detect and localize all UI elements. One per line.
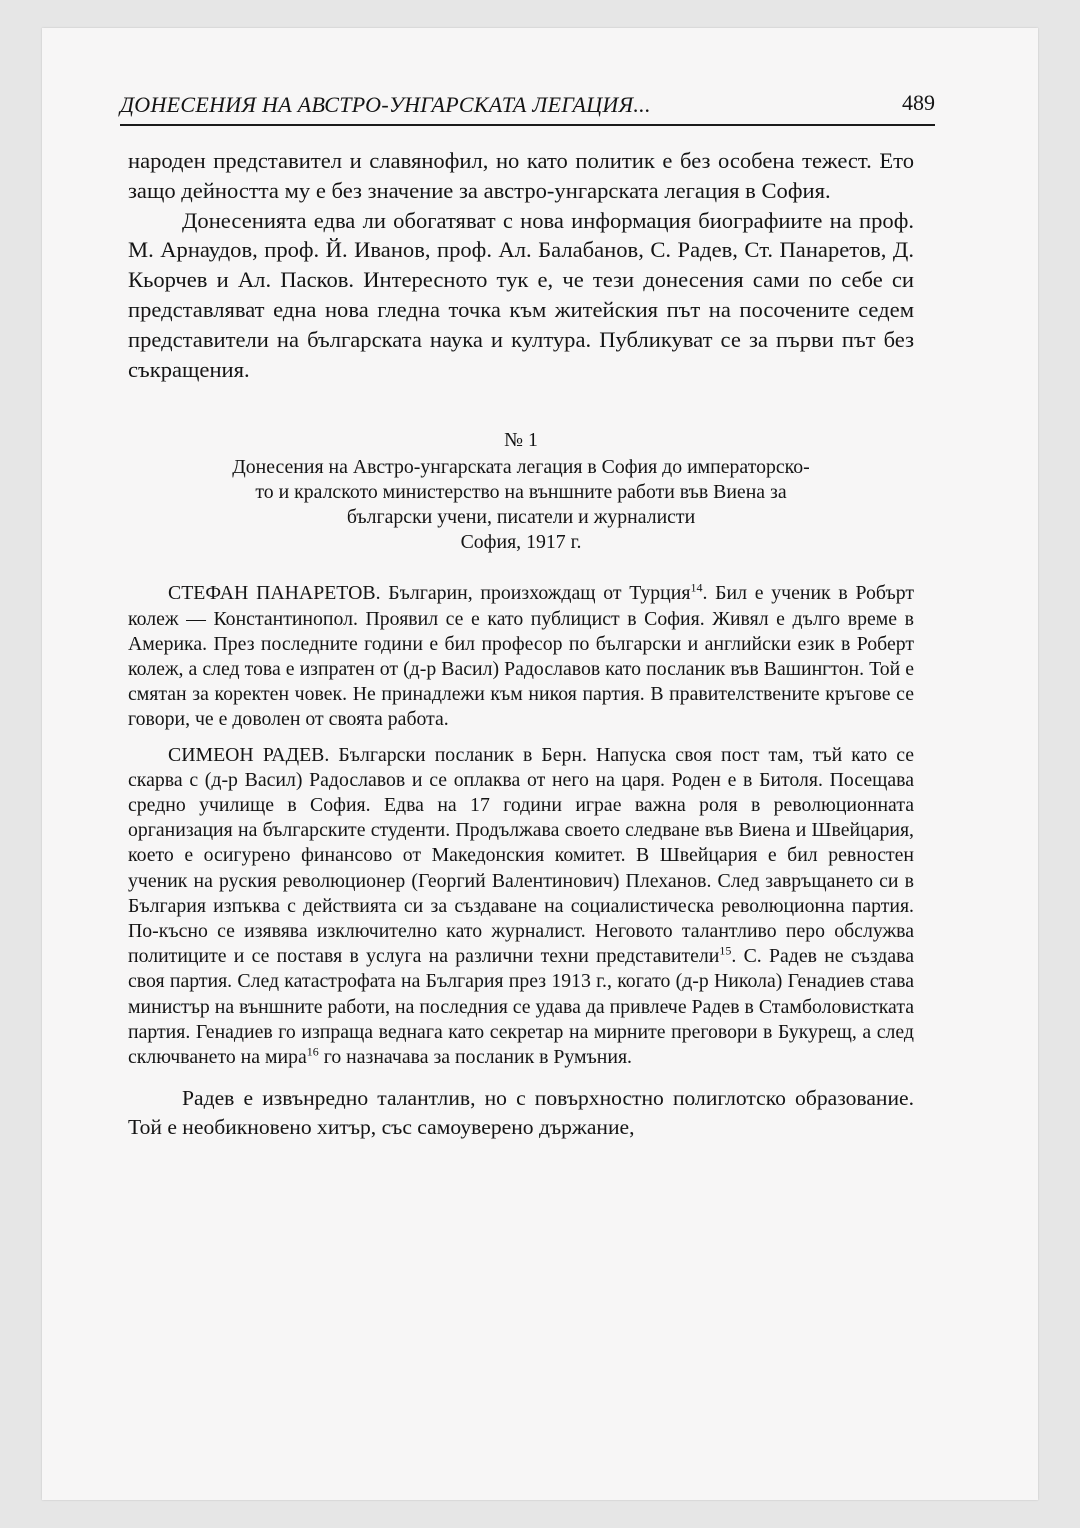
document-title-line-2: то и кралското министерство на външните работи във Виена за: [255, 481, 787, 504]
intro-section: [128, 146, 914, 384]
entry-radev-text-c: го назначава за посланик в Румъния.: [318, 1046, 633, 1069]
document-heading: [128, 428, 914, 555]
footnote-ref-14: 14: [690, 580, 703, 595]
intro-paragraph-1: народен представител и славянофил, но като политик е без особена тежест. Ето защо дейността му е без значение за австро-унгарската легация в София.: [128, 148, 914, 203]
entry-radev-text-b: . С. Радев не създава своя партия. След катастрофата на България през 1913 г., когато (д-р Никола) Генадиев става министър на външните работи, на последния се удава да привлече Радев в Стамболовистката партия. Генадиев го изпраща веднага като секретар на мирните преговори в Букурещ, а след сключването на мира: [128, 945, 915, 1069]
entry-panaretov: [128, 581, 914, 732]
running-header: [120, 84, 935, 126]
document-title-line-1: Донесения на Австро-унгарската легация в София до императорско-: [232, 456, 810, 479]
entry-radev: [128, 743, 914, 1071]
entry-panaretov-text-a: СТЕФАН ПАНАРЕТОВ. Българин, произхождащ от Турция: [168, 582, 691, 605]
page-content: [128, 146, 914, 1142]
document-place-date: София, 1917 г.: [460, 531, 582, 554]
intro-paragraph-2: Донесенията едва ли обогатяват с нова информация биографиите на проф. М. Арнаудов, проф. Й. Иванов, проф. Ал. Балабанов, С. Радев, Ст. Панаретов, Д. Кьорчев и Ал. Пасков. Интересното тук е, че тези донесения сами по себе си представляват една нова гледна точка към житейския път на посочените седем представители на българската наука и култура. Публикуват се за първи път без съкращения.: [128, 207, 914, 382]
page-number: 489: [902, 90, 935, 115]
document-body: [128, 581, 914, 1070]
document-number: № 1: [504, 429, 538, 452]
running-title: ДОНЕСЕНИЯ НА АВСТРО-УНГАРСКАТА ЛЕГАЦИЯ...: [120, 92, 651, 117]
closing-section: [128, 1084, 914, 1142]
closing-paragraph: Радев е извънредно талантлив, но с повърхностно полиглотско образование. Той е необикновено хитър, със самоуверено държание,: [128, 1086, 914, 1140]
entry-radev-text-a: СИМЕОН РАДЕВ. Български посланик в Берн. Напуска своя пост там, тъй като се скарва с (д-р Васил) Радославов и се оплаква от него на царя. Роден е в Битоля. Посещава средно училище в София. Едва на 17 години играе важна роля в революционната организация на българските студенти. Продължава своето следване във Виена и Швейцария, което е осигурено финансово от Македонския комитет. В Швейцария е бил ревностен ученик на руския революционер (Георгий Валентинович) Плеханов. След завръщането си в България изпъква с действията си за създаване на социалистическа революционна партия. По-късно се изявява изключително като журналист. Неговото талантливо перо обслужва политиците и се поставя в услуга на различни техни представители: [128, 743, 914, 968]
footnote-ref-15: 15: [719, 943, 732, 958]
document-title-line-3: български учени, писатели и журналисти: [346, 506, 696, 529]
entry-panaretov-text-b: . Бил е ученик в Робърт колеж — Константинопол. Проявил се е като публицист в София. Живял е дълго време в Америка. През последните години е бил професор по български и английски език в Роберт колеж, а след това е изпратен от (д-р Васил) Радославов като посланик във Вашингтон. Той е смятан за коректен човек. Не принадлежи към никоя партия. В правителствените кръгове се говори, че е доволен от своята работа.: [128, 582, 915, 731]
footnote-ref-16: 16: [306, 1044, 319, 1059]
